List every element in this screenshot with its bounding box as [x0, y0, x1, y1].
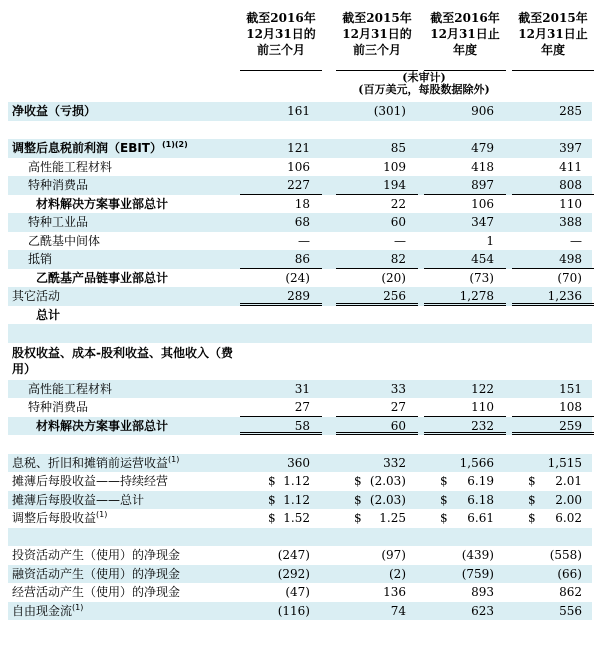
table-row	[8, 213, 592, 232]
cell-value: 161	[287, 104, 310, 118]
currency-symbol: $	[440, 492, 448, 507]
cell-value: 556	[559, 603, 582, 618]
row-label: 总计	[36, 307, 61, 322]
table-row	[8, 565, 592, 584]
cell-value: (73)	[469, 270, 494, 285]
row-label: 特种消费品	[28, 400, 89, 414]
row-label-text: 息税、折旧和摊销前运营收益	[12, 455, 169, 470]
cell-value: 388	[559, 215, 582, 229]
cell-value: 31	[294, 381, 310, 396]
cell-value: (292)	[277, 566, 310, 581]
currency-note: (百万美元，每股数据除外)	[358, 83, 490, 96]
table-header	[8, 0, 592, 94]
table-row	[8, 583, 592, 602]
cell-value: (2)	[389, 566, 406, 581]
column-header-fy-2015: 截至2015年 12月31日止 年度	[518, 11, 588, 57]
cell-value: —	[570, 233, 582, 248]
row-label-text: 调整后息税前利润（EBIT）	[12, 141, 162, 155]
spacer	[8, 435, 592, 454]
row-label: 投资活动产生（使用）的净现金	[12, 548, 181, 562]
cell-value: 110	[559, 196, 582, 211]
cell-value: 33	[390, 381, 406, 396]
cell-value: 86	[294, 252, 310, 266]
currency-symbol: $	[528, 511, 536, 525]
cell-value: 1,515	[547, 455, 582, 470]
currency-symbol: $	[354, 492, 362, 507]
cell-value: 27	[294, 400, 310, 414]
row-label	[12, 602, 83, 621]
row-label	[12, 509, 107, 528]
cell-value: 6.19	[467, 474, 494, 488]
row-label: 高性能工程材料	[28, 381, 113, 396]
table-row	[8, 472, 592, 491]
row-label: 抵销	[28, 252, 53, 266]
cell-value: 106	[287, 159, 310, 174]
spacer	[8, 94, 592, 102]
cell-value: 1,278	[459, 289, 494, 303]
cell-value: 418	[471, 159, 494, 174]
cell-value: 862	[559, 585, 582, 599]
currency-symbol: $	[440, 474, 448, 488]
cell-value: (759)	[461, 566, 494, 581]
currency-symbol: $	[354, 474, 362, 488]
table-row	[8, 102, 592, 121]
cell-value: 479	[471, 141, 494, 155]
cell-value: 623	[471, 603, 494, 618]
cell-value: 259	[559, 418, 582, 433]
cell-value: 68	[294, 215, 310, 229]
cell-value: 121	[287, 141, 310, 155]
footnote-ref: (1)	[72, 602, 84, 612]
cell-value: 289	[287, 289, 310, 303]
cell-value: 1.12	[283, 492, 310, 507]
cell-value: 22	[390, 196, 406, 211]
row-label: 材料解决方案事业部总计	[36, 418, 169, 433]
cell-value: 1	[486, 233, 494, 248]
currency-symbol: $	[528, 492, 536, 507]
financial-table	[8, 0, 592, 620]
cell-value: 1.25	[379, 511, 406, 525]
cell-value: —	[394, 233, 406, 248]
table-row	[8, 602, 592, 621]
unit-note	[354, 72, 494, 96]
cell-value: 1,566	[459, 455, 494, 470]
table-row	[8, 491, 592, 510]
cell-value: 1.12	[283, 474, 310, 488]
cell-value: 893	[471, 585, 494, 599]
table-row	[8, 269, 592, 288]
cell-value: 110	[471, 400, 494, 414]
table-row	[8, 380, 592, 399]
table-row	[8, 195, 592, 214]
cell-value: (20)	[381, 270, 406, 285]
currency-symbol: $	[354, 511, 362, 525]
cell-value: 897	[471, 178, 494, 192]
table-row	[8, 287, 592, 306]
row-label: 乙酰基产品链事业部总计	[36, 270, 169, 285]
cell-value: 332	[383, 455, 406, 470]
column-header-q4-2015: 截至2015年 12月31日的 前三个月	[342, 11, 412, 57]
cell-value: 808	[559, 178, 582, 192]
cell-value: 347	[471, 215, 494, 229]
table-row	[8, 232, 592, 251]
cell-value: 82	[390, 252, 406, 266]
cell-value: 18	[294, 196, 310, 211]
column-header-q4-2016: 截至2016年 12月31日的 前三个月	[246, 11, 316, 57]
cell-value: (66)	[557, 566, 582, 581]
cell-value: 60	[390, 215, 406, 229]
cell-value: 498	[559, 252, 582, 266]
cell-value: (439)	[461, 548, 494, 562]
header-rule	[240, 70, 322, 71]
table-row	[8, 139, 592, 158]
cell-value: 454	[471, 252, 494, 266]
cell-value: 6.18	[467, 492, 494, 507]
currency-symbol: $	[268, 492, 276, 507]
cell-value: (301)	[373, 104, 406, 118]
cell-value: 106	[471, 196, 494, 211]
table-row	[8, 176, 592, 195]
currency-symbol: $	[268, 511, 276, 525]
cell-value: 6.61	[467, 511, 494, 525]
cell-value: 2.00	[555, 492, 582, 507]
row-label: 融资活动产生（使用）的净现金	[12, 566, 181, 581]
row-label: 特种消费品	[28, 178, 89, 192]
row-label: 经营活动产生（使用）的净现金	[12, 585, 181, 599]
cell-value: 108	[559, 400, 582, 414]
row-label-text: 自由现金流	[12, 603, 73, 618]
spacer	[8, 324, 592, 343]
cell-value: 122	[471, 381, 494, 396]
header-rule	[512, 70, 594, 71]
cell-value: 411	[559, 159, 582, 174]
row-label: 净收益（亏损）	[12, 104, 97, 118]
cell-value: 1.52	[283, 511, 310, 525]
cell-value: (2.03)	[369, 492, 406, 507]
spacer	[8, 121, 592, 140]
cell-value: 85	[390, 141, 406, 155]
row-label: 材料解决方案事业部总计	[36, 196, 169, 211]
cell-value: 1,236	[547, 289, 582, 303]
column-header-fy-2016: 截至2016年 12月31日止 年度	[430, 11, 500, 57]
cell-value: 194	[383, 178, 406, 192]
row-label: 特种工业品	[28, 215, 89, 229]
currency-symbol: $	[440, 511, 448, 525]
footnote-ref: (1)(2)	[162, 140, 188, 149]
cell-value: (558)	[549, 548, 582, 562]
row-label: 高性能工程材料	[28, 159, 113, 174]
footnote-ref: (1)	[96, 510, 108, 519]
cell-value: 136	[383, 585, 406, 599]
cell-value: 906	[471, 104, 494, 118]
cell-value: (97)	[381, 548, 406, 562]
table-row	[8, 306, 592, 325]
cell-value: 109	[383, 159, 406, 174]
cell-value: (47)	[285, 585, 310, 599]
cell-value: 360	[287, 455, 310, 470]
currency-symbol: $	[528, 474, 536, 488]
cell-value: 227	[287, 178, 310, 192]
row-label: 乙酰基中间体	[28, 233, 101, 248]
currency-symbol: $	[268, 474, 276, 488]
spacer	[8, 528, 592, 547]
cell-value: 151	[559, 381, 582, 396]
cell-value: (116)	[277, 603, 310, 618]
cell-value: 6.02	[555, 511, 582, 525]
cell-value: 397	[559, 141, 582, 155]
cell-value: 2.01	[555, 474, 582, 488]
cell-value: (24)	[285, 270, 310, 285]
cell-value: 256	[383, 289, 406, 303]
footnote-ref: (1)	[168, 454, 180, 464]
row-label: 摊薄后每股收益——总计	[12, 492, 145, 507]
table-row	[8, 417, 592, 436]
cell-value: 27	[390, 400, 406, 414]
row-label	[12, 139, 188, 158]
cell-value: —	[298, 233, 310, 248]
cell-value: (247)	[277, 548, 310, 562]
row-label: 摊薄后每股收益——持续经营	[12, 474, 169, 488]
table-row	[8, 509, 592, 528]
row-label: 其它活动	[12, 289, 61, 303]
cell-value: 58	[294, 418, 310, 433]
cell-value: (70)	[557, 270, 582, 285]
section-heading-row	[8, 343, 592, 380]
cell-value: 74	[390, 603, 406, 618]
table-row	[8, 250, 592, 269]
cell-value: 232	[471, 418, 494, 433]
table-row	[8, 454, 592, 473]
row-label: 股权收益、成本-股利收益、其他收入（费用）	[12, 345, 233, 376]
table-row	[8, 398, 592, 417]
cell-value: 285	[559, 104, 582, 118]
unaudited-note: (未审计)	[402, 71, 446, 84]
table-row	[8, 546, 592, 565]
cell-value: 60	[390, 418, 406, 433]
table-row	[8, 158, 592, 177]
row-label	[12, 454, 179, 473]
row-label-text: 调整后每股收益	[12, 511, 97, 525]
cell-value: (2.03)	[369, 474, 406, 488]
